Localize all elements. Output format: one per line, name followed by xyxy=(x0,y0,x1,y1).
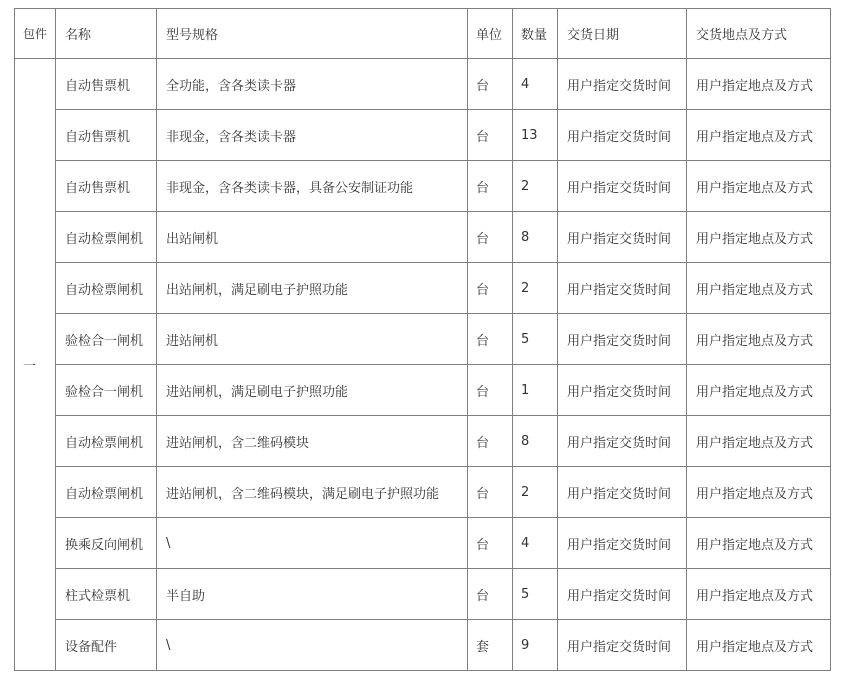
cell-spec: 非现金，含各类读卡器 xyxy=(157,110,468,161)
cell-place: 用户指定地点及方式 xyxy=(687,314,831,365)
cell-spec: 半自助 xyxy=(157,569,468,620)
cell-name: 验检合一闸机 xyxy=(56,314,157,365)
cell-unit: 台 xyxy=(468,518,513,569)
cell-date: 用户指定交货时间 xyxy=(558,569,687,620)
cell-qty: 5 xyxy=(513,314,558,365)
table-row xyxy=(15,161,831,212)
cell-unit: 台 xyxy=(468,416,513,467)
cell-unit: 台 xyxy=(468,161,513,212)
cell-qty: 9 xyxy=(513,620,558,671)
cell-qty: 4 xyxy=(513,59,558,110)
cell-spec: 全功能，含各类读卡器 xyxy=(157,59,468,110)
table-row xyxy=(15,110,831,161)
cell-name: 自动售票机 xyxy=(56,161,157,212)
header-unit: 单位 xyxy=(468,9,513,59)
table-row xyxy=(15,365,831,416)
cell-place: 用户指定地点及方式 xyxy=(687,263,831,314)
cell-place: 用户指定地点及方式 xyxy=(687,212,831,263)
cell-name: 自动检票闸机 xyxy=(56,263,157,314)
cell-unit: 台 xyxy=(468,314,513,365)
package-cell: 一 xyxy=(15,59,56,671)
procurement-table xyxy=(14,8,831,671)
cell-place: 用户指定地点及方式 xyxy=(687,620,831,671)
cell-unit: 套 xyxy=(468,620,513,671)
header-place: 交货地点及方式 xyxy=(687,9,831,59)
table-row xyxy=(15,212,831,263)
cell-unit: 台 xyxy=(468,263,513,314)
cell-place: 用户指定地点及方式 xyxy=(687,569,831,620)
cell-date: 用户指定交货时间 xyxy=(558,365,687,416)
cell-qty: 2 xyxy=(513,161,558,212)
cell-unit: 台 xyxy=(468,467,513,518)
table-row xyxy=(15,518,831,569)
cell-date: 用户指定交货时间 xyxy=(558,59,687,110)
cell-place: 用户指定地点及方式 xyxy=(687,110,831,161)
cell-place: 用户指定地点及方式 xyxy=(687,416,831,467)
cell-name: 设备配件 xyxy=(56,620,157,671)
cell-spec: \ xyxy=(157,518,468,569)
table-header-row xyxy=(15,9,831,59)
cell-name: 柱式检票机 xyxy=(56,569,157,620)
cell-date: 用户指定交货时间 xyxy=(558,467,687,518)
cell-date: 用户指定交货时间 xyxy=(558,518,687,569)
table-body xyxy=(15,59,831,671)
cell-place: 用户指定地点及方式 xyxy=(687,365,831,416)
cell-date: 用户指定交货时间 xyxy=(558,416,687,467)
cell-unit: 台 xyxy=(468,569,513,620)
header-date: 交货日期 xyxy=(558,9,687,59)
cell-date: 用户指定交货时间 xyxy=(558,263,687,314)
cell-qty: 2 xyxy=(513,263,558,314)
header-qty: 数量 xyxy=(513,9,558,59)
cell-place: 用户指定地点及方式 xyxy=(687,161,831,212)
cell-spec: 进站闸机，含二维码模块 xyxy=(157,416,468,467)
table-row xyxy=(15,569,831,620)
procurement-table-container xyxy=(14,8,831,671)
cell-spec: 进站闸机 xyxy=(157,314,468,365)
cell-spec: 出站闸机，满足刷电子护照功能 xyxy=(157,263,468,314)
cell-spec: \ xyxy=(157,620,468,671)
cell-spec: 非现金，含各类读卡器，具备公安制证功能 xyxy=(157,161,468,212)
cell-place: 用户指定地点及方式 xyxy=(687,518,831,569)
cell-date: 用户指定交货时间 xyxy=(558,212,687,263)
cell-spec: 出站闸机 xyxy=(157,212,468,263)
cell-date: 用户指定交货时间 xyxy=(558,620,687,671)
table-row xyxy=(15,263,831,314)
header-spec: 型号规格 xyxy=(157,9,468,59)
cell-date: 用户指定交货时间 xyxy=(558,161,687,212)
cell-qty: 13 xyxy=(513,110,558,161)
cell-unit: 台 xyxy=(468,59,513,110)
cell-name: 自动检票闸机 xyxy=(56,212,157,263)
table-row xyxy=(15,416,831,467)
header-package: 包件 xyxy=(15,9,56,59)
table-row xyxy=(15,467,831,518)
table-row xyxy=(15,620,831,671)
cell-unit: 台 xyxy=(468,212,513,263)
cell-unit: 台 xyxy=(468,365,513,416)
cell-date: 用户指定交货时间 xyxy=(558,110,687,161)
cell-qty: 5 xyxy=(513,569,558,620)
cell-date: 用户指定交货时间 xyxy=(558,314,687,365)
header-name: 名称 xyxy=(56,9,157,59)
cell-qty: 1 xyxy=(513,365,558,416)
cell-qty: 4 xyxy=(513,518,558,569)
cell-qty: 8 xyxy=(513,416,558,467)
cell-qty: 2 xyxy=(513,467,558,518)
cell-unit: 台 xyxy=(468,110,513,161)
cell-name: 自动检票闸机 xyxy=(56,416,157,467)
cell-name: 自动售票机 xyxy=(56,110,157,161)
cell-qty: 8 xyxy=(513,212,558,263)
cell-name: 验检合一闸机 xyxy=(56,365,157,416)
cell-name: 换乘反向闸机 xyxy=(56,518,157,569)
cell-spec: 进站闸机，满足刷电子护照功能 xyxy=(157,365,468,416)
cell-spec: 进站闸机，含二维码模块，满足刷电子护照功能 xyxy=(157,467,468,518)
cell-name: 自动售票机 xyxy=(56,59,157,110)
table-row xyxy=(15,59,831,110)
cell-place: 用户指定地点及方式 xyxy=(687,467,831,518)
table-row xyxy=(15,314,831,365)
cell-name: 自动检票闸机 xyxy=(56,467,157,518)
cell-place: 用户指定地点及方式 xyxy=(687,59,831,110)
